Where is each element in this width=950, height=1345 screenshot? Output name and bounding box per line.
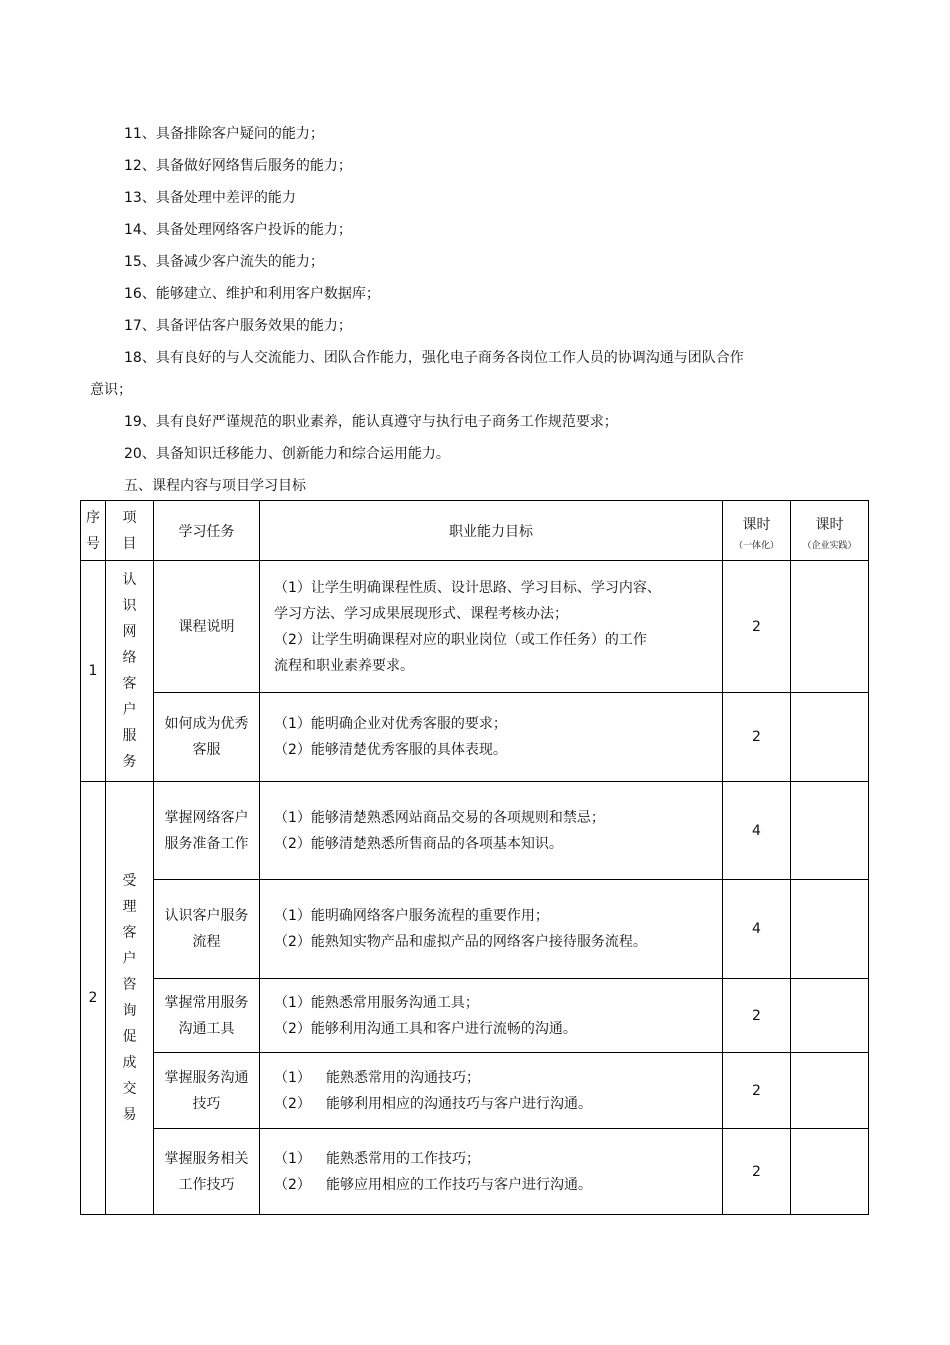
task-cell: 掌握服务相关工作技巧 — [154, 1129, 260, 1215]
task-cell: 认识客户服务流程 — [154, 880, 260, 979]
goal-cell: （1）能明确企业对优秀客服的要求； （2）能够清楚优秀客服的具体表现。 — [260, 693, 723, 782]
practice-hours-cell — [791, 693, 869, 782]
hours-cell: 4 — [723, 880, 791, 979]
header-seq: 序 号 — [81, 501, 106, 561]
project-cell: 认 识 网 络 客 户 服 务 — [106, 561, 154, 782]
header-goal: 职业能力目标 — [260, 501, 723, 561]
seq-cell: 2 — [81, 782, 106, 1215]
table-row — [81, 1053, 869, 1129]
hours-cell: 4 — [723, 782, 791, 880]
ability-item-15: 15、具备减少客户流失的能力； — [124, 254, 324, 270]
ability-item-12: 12、具备做好网络售后服务的能力； — [124, 158, 352, 174]
practice-hours-cell — [791, 880, 869, 979]
task-cell: 掌握网络客户服务准备工作 — [154, 782, 260, 880]
ability-item-18: 18、具有良好的与人交流能力、团队合作能力，强化电子商务各岗位工作人员的协调沟通与团队合作 — [124, 350, 744, 366]
goal-cell: （1） 能熟悉常用的沟通技巧； （2） 能够利用相应的沟通技巧与客户进行沟通。 — [260, 1053, 723, 1129]
ability-item-13: 13、具备处理中差评的能力 — [124, 190, 296, 206]
task-cell: 课程说明 — [154, 561, 260, 693]
ability-item-20: 20、具备知识迁移能力、创新能力和综合运用能力。 — [124, 446, 450, 462]
header-project: 项 目 — [106, 501, 154, 561]
hours-cell: 2 — [723, 693, 791, 782]
task-cell: 掌握常用服务沟通工具 — [154, 979, 260, 1053]
table-row — [81, 782, 869, 880]
practice-hours-cell — [791, 1053, 869, 1129]
ability-item-14: 14、具备处理网络客户投诉的能力； — [124, 222, 352, 238]
header-hours-integrated: 课时 （一体化） — [723, 501, 791, 561]
practice-hours-cell — [791, 1129, 869, 1215]
practice-hours-cell — [791, 561, 869, 693]
hours-cell: 2 — [723, 1053, 791, 1129]
table-header-row — [81, 501, 869, 561]
ability-item-16: 16、能够建立、维护和利用客户数据库； — [124, 286, 380, 302]
header-task: 学习任务 — [154, 501, 260, 561]
table-row — [81, 1129, 869, 1215]
course-content-table — [80, 500, 869, 1215]
project-cell: 受 理 客 户 咨 询 促 成 交 易 — [106, 782, 154, 1215]
ability-item-17: 17、具备评估客户服务效果的能力； — [124, 318, 352, 334]
hours-cell: 2 — [723, 1129, 791, 1215]
ability-item-18-continued: 意识； — [90, 382, 132, 398]
section-heading: 五、课程内容与项目学习目标 — [124, 478, 306, 494]
header-hours-practice: 课时 （企业实践） — [791, 501, 869, 561]
ability-item-19: 19、具有良好严谨规范的职业素养，能认真遵守与执行电子商务工作规范要求； — [124, 414, 618, 430]
goal-cell: （1）让学生明确课程性质、设计思路、学习目标、学习内容、 学习方法、学习成果展现形式、课程考核办法； （2）让学生明确课程对应的职业岗位（或工作任务）的工作 流程和职业素养要求。 — [260, 561, 723, 693]
goal-cell: （1）能熟悉常用服务沟通工具； （2）能够利用沟通工具和客户进行流畅的沟通。 — [260, 979, 723, 1053]
task-cell: 如何成为优秀客服 — [154, 693, 260, 782]
table-row — [81, 979, 869, 1053]
goal-cell: （1） 能熟悉常用的工作技巧； （2） 能够应用相应的工作技巧与客户进行沟通。 — [260, 1129, 723, 1215]
goal-cell: （1）能够清楚熟悉网站商品交易的各项规则和禁忌； （2）能够清楚熟悉所售商品的各项基本知识。 — [260, 782, 723, 880]
ability-item-11: 11、具备排除客户疑问的能力； — [124, 126, 324, 142]
seq-cell: 1 — [81, 561, 106, 782]
table-row — [81, 561, 869, 693]
hours-cell: 2 — [723, 979, 791, 1053]
practice-hours-cell — [791, 979, 869, 1053]
practice-hours-cell — [791, 782, 869, 880]
hours-cell: 2 — [723, 561, 791, 693]
table-row — [81, 880, 869, 979]
table-row — [81, 693, 869, 782]
task-cell: 掌握服务沟通技巧 — [154, 1053, 260, 1129]
goal-cell: （1）能明确网络客户服务流程的重要作用； （2）能熟知实物产品和虚拟产品的网络客户接待服务流程。 — [260, 880, 723, 979]
